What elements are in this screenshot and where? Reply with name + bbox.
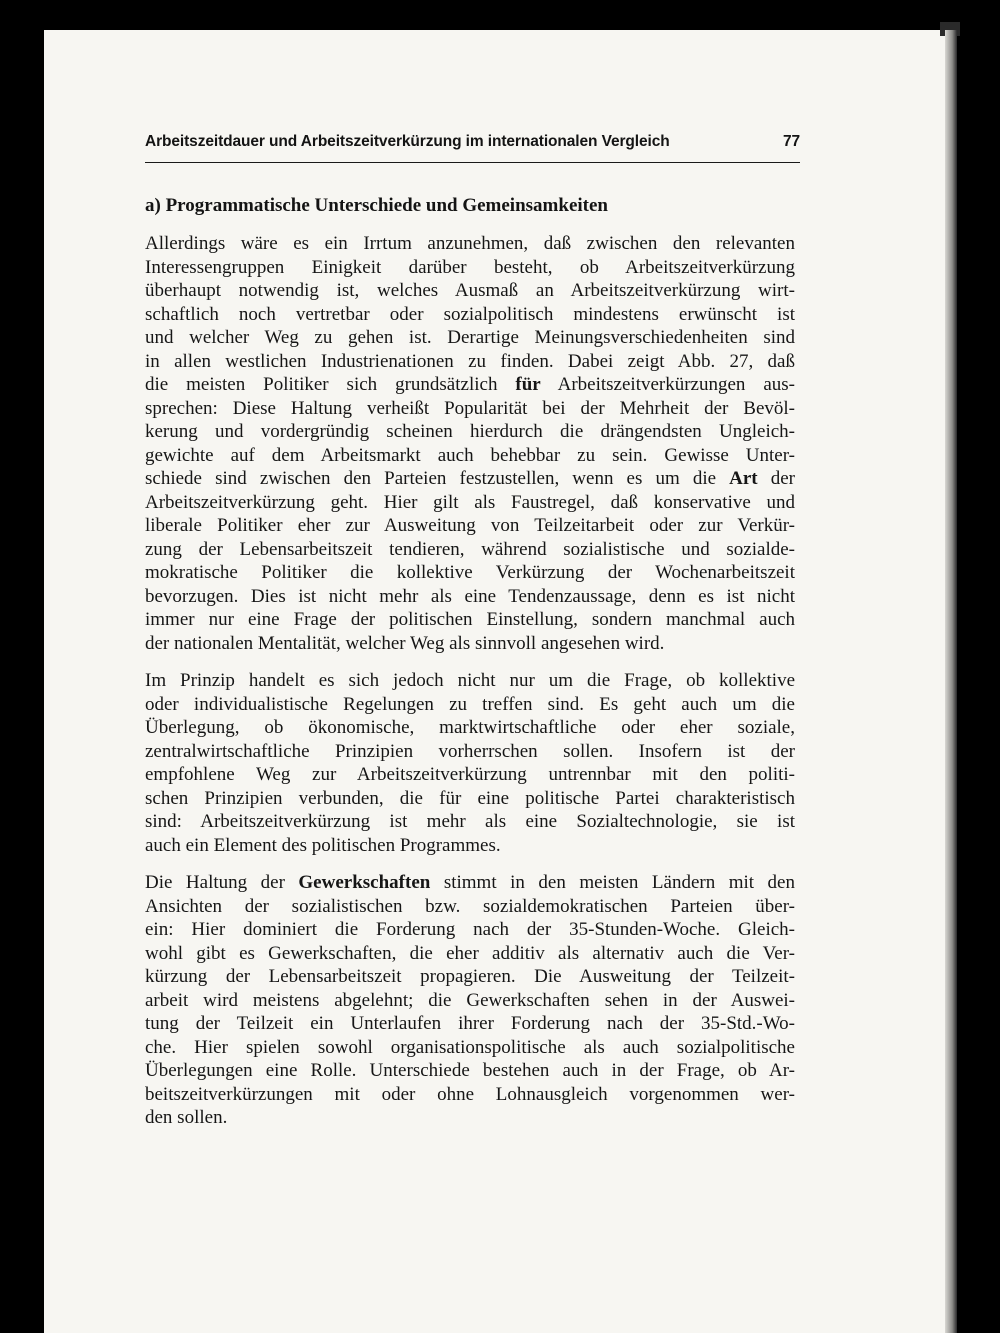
text-fragment: schiede sind zwischen den Parteien festzustellen, wenn es um die (145, 468, 717, 489)
text-line: Ansichten der sozialistischen bzw. sozialdemokratischen Parteien über- (145, 895, 795, 917)
text-line: den sollen. (145, 1107, 228, 1128)
text-line: wohl gibt es Gewerkschaften, die eher additiv als alternativ auch die Ver- (145, 942, 795, 964)
text-line: der nationalen Mentalität, welcher Weg als sinnvoll angesehen wird. (145, 632, 665, 654)
text-line: zentralwirtschaftliche Prinzipien vorherrschen sollen. Insofern ist der (145, 740, 795, 762)
paragraph-3 (145, 871, 795, 1130)
text-fragment: der (770, 468, 795, 489)
text-line: kürzung der Lebensarbeitszeit propagieren. Die Ausweitung der Teilzeit- (145, 966, 795, 987)
text-line: bevorzugen. Dies ist nicht mehr als eine Tendenzaussage, denn es ist nicht (145, 585, 795, 607)
emphasis-gewerkschaften: Gewerkschaften (298, 872, 431, 893)
text-line: Interessengruppen Einigkeit darüber besteht, ob Arbeitszeitverkürzung (145, 256, 795, 278)
text-line: Allerdings wäre es ein Irrtum anzunehmen, daß zwischen den relevanten (145, 233, 795, 254)
text-line: schaftlich noch vertretbar oder sozialpolitisch mindestens erwünscht ist (145, 303, 795, 325)
text-fragment: die meisten Politiker sich grundsätzlich (145, 374, 498, 395)
page-edge-shadow (945, 30, 957, 1333)
running-head-title: Arbeitszeitdauer und Arbeitszeitverkürzung im internationalen Vergleich (145, 133, 670, 150)
text-line (145, 871, 795, 895)
text-line: überhaupt notwendig ist, welches Ausmaß an Arbeitszeitverkürzung wirt- (145, 280, 795, 301)
text-line: beitszeitverkürzungen mit oder ohne Lohnausgleich vorgenommen wer- (145, 1083, 795, 1105)
text-line: oder individualistische Regelungen zu treffen sind. Es geht auch um die (145, 693, 795, 715)
text-line: empfohlene Weg zur Arbeitszeitverkürzung untrennbar mit den politi- (145, 764, 795, 785)
text-line: kerung und vordergründig scheinen hierdurch die drängendsten Ungleich- (145, 421, 795, 442)
header-rule (145, 162, 800, 163)
body-text (145, 232, 795, 1144)
text-line (145, 373, 795, 397)
text-fragment: Arbeitszeitverkürzungen aus- (557, 374, 796, 395)
text-line: Überlegungen eine Rolle. Unterschiede bestehen auch in der Frage, ob Ar- (145, 1060, 795, 1081)
text-line: liberale Politiker eher zur Ausweitung von Teilzeitarbeit oder zur Verkür- (145, 515, 795, 536)
text-line: immer nur eine Frage der politischen Einstellung, sondern manchmal auch (145, 609, 795, 630)
running-head (145, 133, 800, 151)
text-line: schen Prinzipien verbunden, die für eine politische Partei charakteristisch (145, 787, 795, 809)
text-line: sprechen: Diese Haltung verheißt Popularität bei der Mehrheit der Bevöl- (145, 397, 795, 419)
paragraph-2 (145, 669, 795, 857)
page-number: 77 (782, 133, 800, 150)
text-line (145, 467, 795, 491)
text-line: ein: Hier dominiert die Forderung nach der 35-Stunden-Woche. Gleich- (145, 919, 795, 940)
text-fragment: Die Haltung der (145, 872, 285, 893)
text-line: Arbeitszeitverkürzung geht. Hier gilt als Faustregel, daß konservative und (145, 491, 795, 513)
text-line: mokratische Politiker die kollektive Verkürzung der Wochenarbeitszeit (145, 562, 795, 583)
text-line: Im Prinzip handelt es sich jedoch nicht nur um die Frage, ob kollektive (145, 670, 795, 691)
text-line: tung der Teilzeit ein Unterlaufen ihrer Forderung nach der 35-Std.-Wo- (145, 1013, 795, 1034)
text-fragment: stimmt in den meisten Ländern mit den (443, 872, 795, 893)
text-line: che. Hier spielen sowohl organisationspolitische als auch sozialpolitische (145, 1036, 795, 1058)
text-line: gewichte auf dem Arbeitsmarkt auch behebbar zu sein. Gewisse Unter- (145, 444, 795, 466)
text-line: zung der Lebensarbeitszeit tendieren, während sozialistische und sozialde- (145, 538, 795, 560)
emphasis-fuer: für (515, 374, 541, 395)
emphasis-art: Art (729, 468, 758, 489)
text-line: auch ein Element des politischen Programmes. (145, 834, 501, 856)
text-line: Überlegung, ob ökonomische, marktwirtschaftliche oder eher soziale, (145, 717, 795, 738)
text-line: und welcher Weg zu gehen ist. Derartige Meinungsverschiedenheiten sind (145, 327, 795, 348)
section-title: a) Programmatische Unterschiede und Gemeinsamkeiten (145, 195, 608, 216)
text-line: arbeit wird meistens abgelehnt; die Gewerkschaften sehen in der Auswei- (145, 989, 795, 1011)
paragraph-1 (145, 232, 795, 655)
text-line: sind: Arbeitszeitverkürzung ist mehr als eine Sozialtechnologie, sie ist (145, 811, 795, 832)
text-line: in allen westlichen Industrienationen zu finden. Dabei zeigt Abb. 27, daß (145, 350, 795, 372)
